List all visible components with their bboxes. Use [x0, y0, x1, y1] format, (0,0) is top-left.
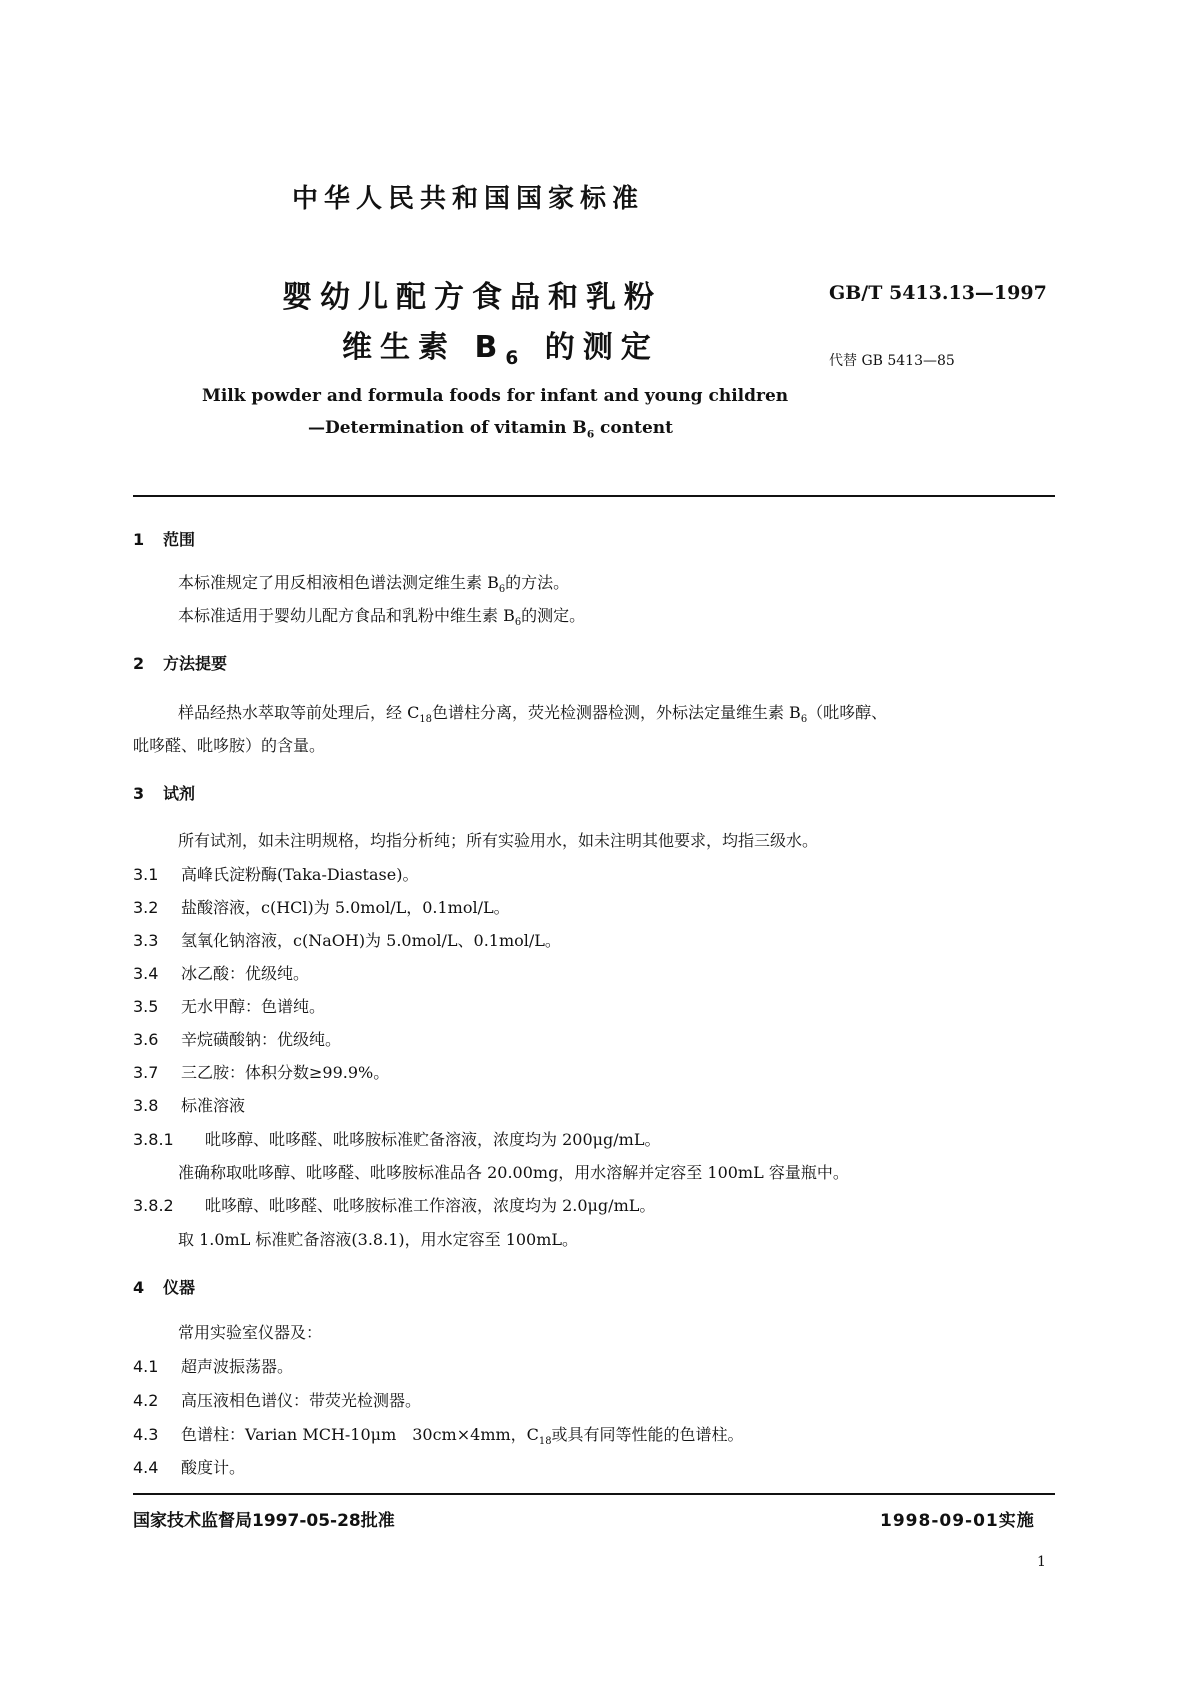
section-2-paragraph-line-1: 样品经热水萃取等前处理后，经 $C_{18}$色谱柱分离，荧光检测器检测，外标法定量维生素 $B_6$（吡哆醇、 — [178, 703, 888, 726]
section-3-heading: 3 试剂 — [133, 784, 196, 803]
replaces-standard: 代替 GB 5413—85 — [829, 353, 955, 369]
document-title-line1: 婴幼儿配方食品和乳粉 — [282, 280, 662, 315]
english-title-line2: —Determination of vitamin $B_6$ content — [308, 418, 673, 441]
section-2-heading: 2 方法提要 — [133, 654, 228, 673]
section-1-heading: 1 范围 — [133, 530, 196, 549]
list-item: 3.3 氢氧化钠溶液，c(NaOH)为 5.0mol/L、0.1mol/L。 — [133, 931, 561, 950]
section-3-intro: 所有试剂，如未注明规格，均指分析纯；所有实验用水，如未注明其他要求，均指三级水。 — [178, 831, 819, 850]
list-item: 3.1 高峰氏淀粉酶(Taka-Diastase)。 — [133, 865, 419, 884]
list-item: 4.3 色谱柱：Varian MCH-10μm 30cm×4mm，$C_{18}$或具有同等性能的色谱柱。 — [133, 1425, 744, 1448]
list-item: 3.7 三乙胺：体积分数≥99.9%。 — [133, 1063, 390, 1082]
header-divider — [133, 495, 1055, 497]
list-item: 4.1 超声波振荡器。 — [133, 1357, 294, 1376]
section-2-paragraph-line-2: 吡哆醛、吡哆胺）的含量。 — [133, 736, 326, 755]
section-1-paragraph-2: 本标准适用于婴幼儿配方食品和乳粉中维生素 $B_6$的测定。 — [178, 606, 586, 629]
section-4-heading: 4 仪器 — [133, 1278, 196, 1297]
list-item: 3.2 盐酸溶液，c(HCl)为 5.0mol/L，0.1mol/L。 — [133, 898, 510, 917]
english-title-line1: Milk powder and formula foods for infant and young children — [202, 386, 789, 406]
list-item: 4.2 高压液相色谱仪：带荧光检测器。 — [133, 1391, 422, 1410]
effective-date: 1998-09-01实施 — [880, 1511, 1035, 1531]
footer-divider — [133, 1493, 1055, 1495]
approval-date: 国家技术监督局1997-05-28批准 — [133, 1511, 395, 1531]
subitem-3-8-1: 3.8.1 吡哆醇、吡哆醛、吡哆胺标准贮备溶液，浓度均为 200μg/mL。 — [133, 1130, 661, 1149]
list-item: 3.6 辛烷磺酸钠：优级纯。 — [133, 1030, 342, 1049]
subitem-3-8-2: 3.8.2 吡哆醇、吡哆醛、吡哆胺标准工作溶液，浓度均为 2.0μg/mL。 — [133, 1196, 656, 1215]
subitem-3-8-1-detail: 准确称取吡哆醇、吡哆醛、吡哆胺标准品各 20.00mg，用水溶解并定容至 100mL 容量瓶中。 — [178, 1163, 849, 1182]
national-standard-label: 中华人民共和国国家标准 — [292, 184, 645, 214]
list-item: 3.5 无水甲醇：色谱纯。 — [133, 997, 326, 1016]
list-item: 4.4 酸度计。 — [133, 1458, 246, 1477]
section-4-intro: 常用实验室仪器及： — [178, 1323, 323, 1342]
list-item: 3.4 冰乙酸：优级纯。 — [133, 964, 310, 983]
standard-number: GB/T 5413.13—1997 — [829, 282, 1047, 304]
section-1-paragraph-1: 本标准规定了用反相液相色谱法测定维生素 $B_6$的方法。 — [178, 573, 570, 596]
document-title-line2: 维生素 $B_6$ 的测定 — [342, 330, 659, 369]
subitem-3-8-2-detail: 取 1.0mL 标准贮备溶液(3.8.1)，用水定容至 100mL。 — [178, 1230, 579, 1249]
list-item: 3.8 标准溶液 — [133, 1096, 246, 1115]
page-number: 1 — [1037, 1554, 1046, 1570]
